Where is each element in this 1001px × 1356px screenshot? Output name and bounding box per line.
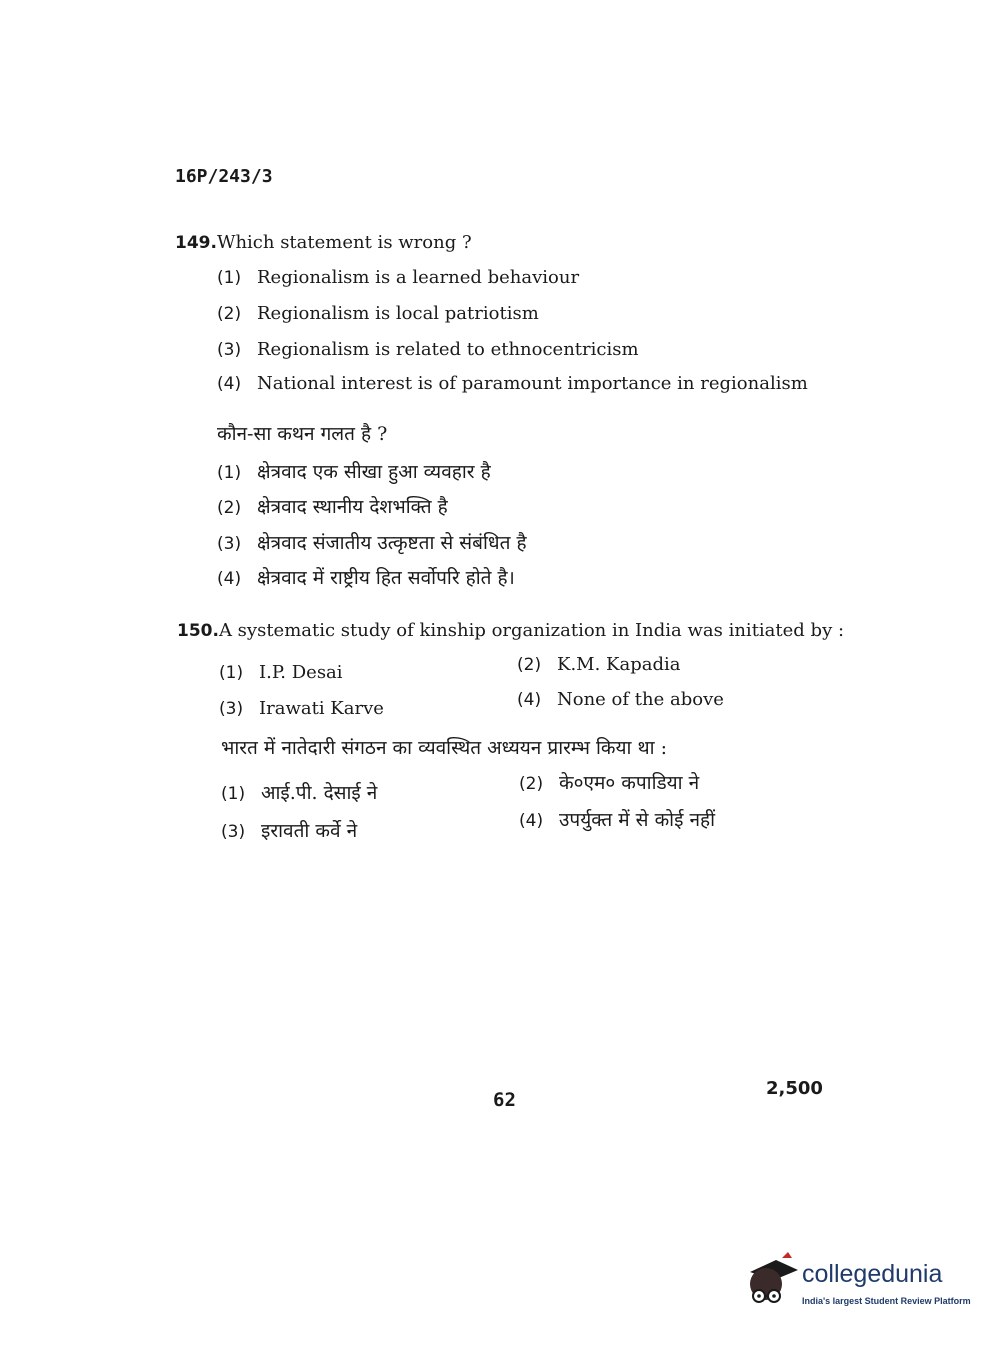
option-number: (2) [517,655,542,675]
hindi-question-150: भारत में नातेदारी संगठन का व्यवस्थित अध्ययन प्रारम्भ किया था : [221,737,667,759]
hindi-option-150-2 [519,769,699,795]
option-text: Regionalism is local patriotism [257,303,539,324]
option-text: Irawati Karve [259,698,384,719]
option-number: (2) [217,304,242,324]
option-150-2 [517,654,681,675]
option-number: (3) [219,699,244,719]
brand-tagline: India's largest Student Review Platform [802,1296,971,1306]
option-text: आई.पी. देसाई ने [261,782,378,804]
option-number: (1) [217,268,242,288]
option-number: (4) [217,569,242,589]
option-number: (3) [217,340,242,360]
option-149-3 [217,339,639,360]
brand-name: collegedunia [802,1260,943,1288]
question-text: A systematic study of kinship organization in India was initiated by : [218,620,845,641]
option-text: के०एम० कपाडिया ने [559,772,700,794]
page-number: 62 [493,1089,516,1111]
hindi-option-149-1 [217,458,491,484]
hindi-option-150-4 [519,806,715,832]
option-text: Regionalism is related to ethnocentricism [257,339,639,360]
question-number: 149. [175,233,217,253]
option-text: I.P. Desai [259,662,343,683]
option-text: उपर्युक्त में से कोई नहीं [559,809,715,831]
paper-code: 16P/243/3 [175,166,273,187]
option-number: (4) [217,374,242,394]
question-149 [175,232,472,253]
option-number: (4) [519,811,544,831]
hindi-option-150-3 [221,817,357,843]
hindi-option-149-2 [217,493,448,519]
print-count: 2,500 [766,1078,823,1099]
option-text: क्षेत्रवाद स्थानीय देशभक्ति है [257,496,448,518]
option-number: (1) [221,784,246,804]
option-150-3 [219,698,384,719]
hindi-option-150-1 [221,779,377,805]
option-text: None of the above [557,689,724,710]
option-149-4 [217,373,808,394]
option-number: (4) [517,690,542,710]
hindi-option-149-4 [217,564,515,590]
option-text: इरावती कर्वे ने [261,820,358,842]
option-text: K.M. Kapadia [557,654,681,675]
student-mascot-icon [742,1250,800,1312]
hindi-option-149-3 [217,529,527,555]
option-number: (3) [221,822,246,842]
question-150 [177,620,844,641]
option-text: National interest is of paramount importance in regionalism [257,373,808,394]
option-149-1 [217,267,579,288]
option-150-1 [219,662,343,683]
collegedunia-watermark [742,1250,972,1320]
option-text: क्षेत्रवाद संजातीय उत्कृष्टता से संबंधित है [257,532,527,554]
option-number: (2) [519,774,544,794]
option-number: (3) [217,534,242,554]
question-number: 150. [177,621,219,641]
option-number: (1) [217,463,242,483]
option-text: क्षेत्रवाद में राष्ट्रीय हित सर्वोपरि होते है। [257,567,515,589]
option-149-2 [217,303,539,324]
option-text: Regionalism is a learned behaviour [257,267,580,288]
option-number: (1) [219,663,244,683]
question-text: Which statement is wrong ? [216,232,472,253]
option-150-4 [517,689,724,710]
option-number: (2) [217,498,242,518]
option-text: क्षेत्रवाद एक सीखा हुआ व्यवहार है [257,461,491,483]
hindi-question-149: कौन-सा कथन गलत है ? [217,423,388,445]
